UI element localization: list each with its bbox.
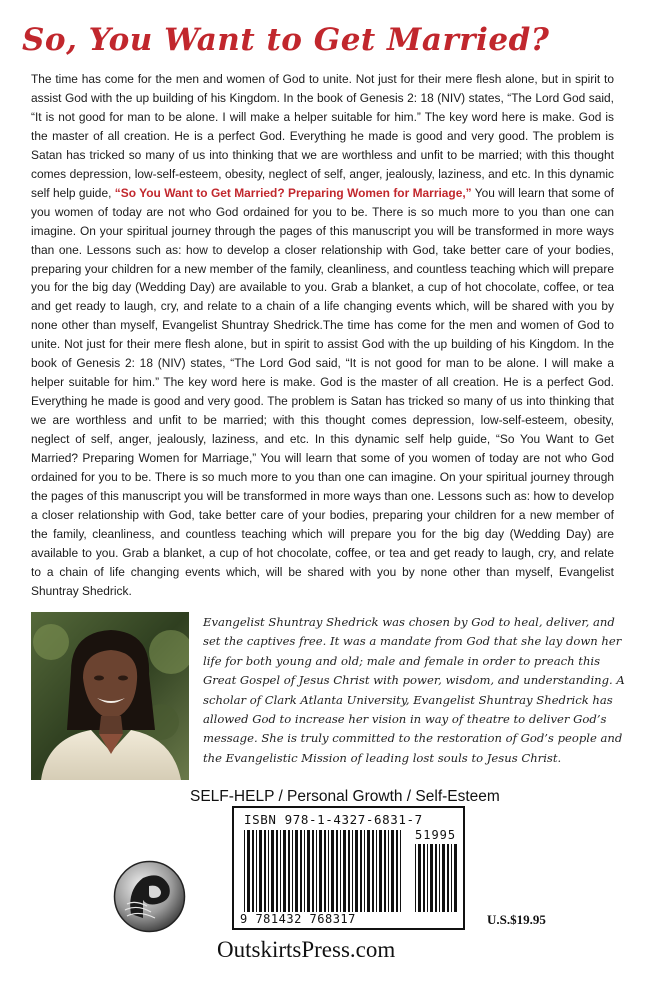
barcode-stripe [348,830,350,912]
barcode-stripe [352,830,353,912]
barcode-stripe [343,830,346,912]
barcode-stripe [451,844,452,912]
barcode-stripe [319,830,322,912]
price-code: 51995 [415,828,457,842]
barcode-stripe [418,844,421,912]
barcode-stripe [430,844,433,912]
barcode-stripe [271,830,274,912]
barcode-stripe [384,830,386,912]
barcode-stripe [388,830,389,912]
barcode-stripe [252,830,254,912]
blurb-title-highlight: “So You Want to Get Married? Preparing Women for Marriage,” [114,185,472,200]
isbn-label: ISBN 978-1-4327-6831-7 [244,812,423,827]
barcode-stripe [331,830,334,912]
barcode-stripe [372,830,374,912]
barcode-stripe [391,830,394,912]
barcode-stripe [300,830,302,912]
publisher-name: OutskirtsPress.com [217,937,396,962]
barcode-stripe [247,830,250,912]
barcode-stripe [435,844,437,912]
barcode-stripe [304,830,305,912]
barcode-stripe [355,830,358,912]
barcode-stripe [379,830,382,912]
barcode-stripe [316,830,317,912]
barcode-stripe [376,830,377,912]
barcode-stripe [292,830,293,912]
barcode-stripe [364,830,365,912]
book-title: So, You Want to Get Married? [22,22,550,58]
barcode-stripe [396,830,398,912]
book-category: SELF-HELP / Personal Growth / Self-Esteem [190,788,500,805]
barcode-stripe [264,830,266,912]
barcode-digits: 9 781432 768317 [240,912,356,926]
barcode-stripe [307,830,310,912]
barcode-stripe [288,830,290,912]
barcode-stripe [400,830,401,912]
book-price: U.S.$19.95 [487,912,546,927]
barcode-stripe [295,830,298,912]
author-photo [31,612,189,780]
barcode-stripe [256,830,257,912]
isbn-barcode [232,806,465,930]
barcode-stripe [427,844,428,912]
barcode-stripe [283,830,286,912]
barcode-stripe [367,830,370,912]
barcode-stripe [415,844,416,912]
barcode-stripe [336,830,338,912]
barcode-stripe [340,830,341,912]
barcode-stripe [244,830,245,912]
blurb-text-2: You will learn that some of you women of today are not who God ordained for you to be. There is so much more to you than one can imagine. On your spiritual journey through the pages of this manuscript you will be transformed in more ways than one. Lessons such as: how to develop a closer relationship with God, take better care of your bodies, preparing your children for a new member of the family, cleanliness, and countless teaching which will prepare you for the big day (Wedding Day) are available to you. Grab a blanket, a cup of hot chocolate, coffee, or tea and get ready to laugh, cry, and relate to a chain of a life changing events which, will be shared with you by none other than myself, Evangelist Shuntray Shedrick.The time has come for the men and women of God to unite. Not just for their mere flesh alone, but in spirit to assist God with the up building of his Kingdom. In the book of Genesis 2: 18 (NIV) states, “The Lord God said, “It is not good for man to be alone. I will make a helper suitable for him.” The key word here is make. God is the master of all creation. He is a perfect God. Everything he made is good and very good. The problem is Satan has tricked so many of us into thinking that we are worthless and unfit to be married; with this thought comes depression, low-self-esteem, obesity, neglect of self, anger, jealously, laziness, and etc. In this dynamic self help guide, “So You Want to Get Married? Preparing Women for Marriage,” You will learn that some of you women of today are not who God ordained for you to be. There is so much more to you than one can imagine. On your spiritual journey through the pages of this manuscript you will be transformed in more ways than one. Lessons such as: how to develop a closer relationship with God, take better care of your bodies, preparing your children for a new member of the family, cleanliness, and countless teaching which will prepare you for the big day (Wedding Day) are available to you. Grab a blanket, a cup of hot chocolate, coffee, or tea and get ready to laugh, cry, and relate to a chain of life changing events which, will be shared with you by none other than myself, Evangelist Shuntray Shedrick. [31,185,614,598]
barcode-stripe [328,830,329,912]
barcode-stripe [360,830,362,912]
barcode-stripe [439,844,440,912]
barcode-stripe [324,830,326,912]
blurb-text-1: The time has come for the men and women of God to unite. Not just for their mere flesh alone, but in spirit to assist God with the up building of his Kingdom. In the book of Genesis 2: 18 (NIV) states, “The Lord God said, “It is not good for man to be alone. I will make a helper suitable for him.” The key word here is make. God is the master of all creation. He is a perfect God. Everything he made is good and very good. The problem is Satan has tricked so many of us into thinking that we are worthless and unfit to be married; with this thought comes depression, low-self-esteem, obesity, neglect of self, anger, jealously, laziness, and etc. In this dynamic self help guide, [31,72,614,200]
back-cover-blurb [31,70,614,601]
barcode-bars [244,830,404,912]
barcode-stripe [454,844,457,912]
outskirts-press-logo-icon [113,860,186,933]
barcode-addon-bars [415,844,459,912]
barcode-stripe [447,844,449,912]
author-bio: Evangelist Shuntray Shedrick was chosen by God to heal, deliver, and set the captives free. It was a mandate from God that she lay down her life for both young and old; male and female in order to preach this Great Gospel of Jesus Christ with power, wisdom, and understanding. A scholar of Clark Atlanta University, Evangelist Shuntray Shedrick has allowed God to increase her vision in way of theatre to deliver God’s message. She is truly committed to the restoration of God’s people and the Evangelistic Mission of leading lost souls to Jesus Christ. [203,615,625,765]
barcode-stripe [442,844,445,912]
barcode-stripe [268,830,269,912]
barcode-stripe [312,830,314,912]
barcode-stripe [280,830,281,912]
barcode-stripe [276,830,278,912]
barcode-stripe [423,844,425,912]
barcode-stripe [259,830,262,912]
